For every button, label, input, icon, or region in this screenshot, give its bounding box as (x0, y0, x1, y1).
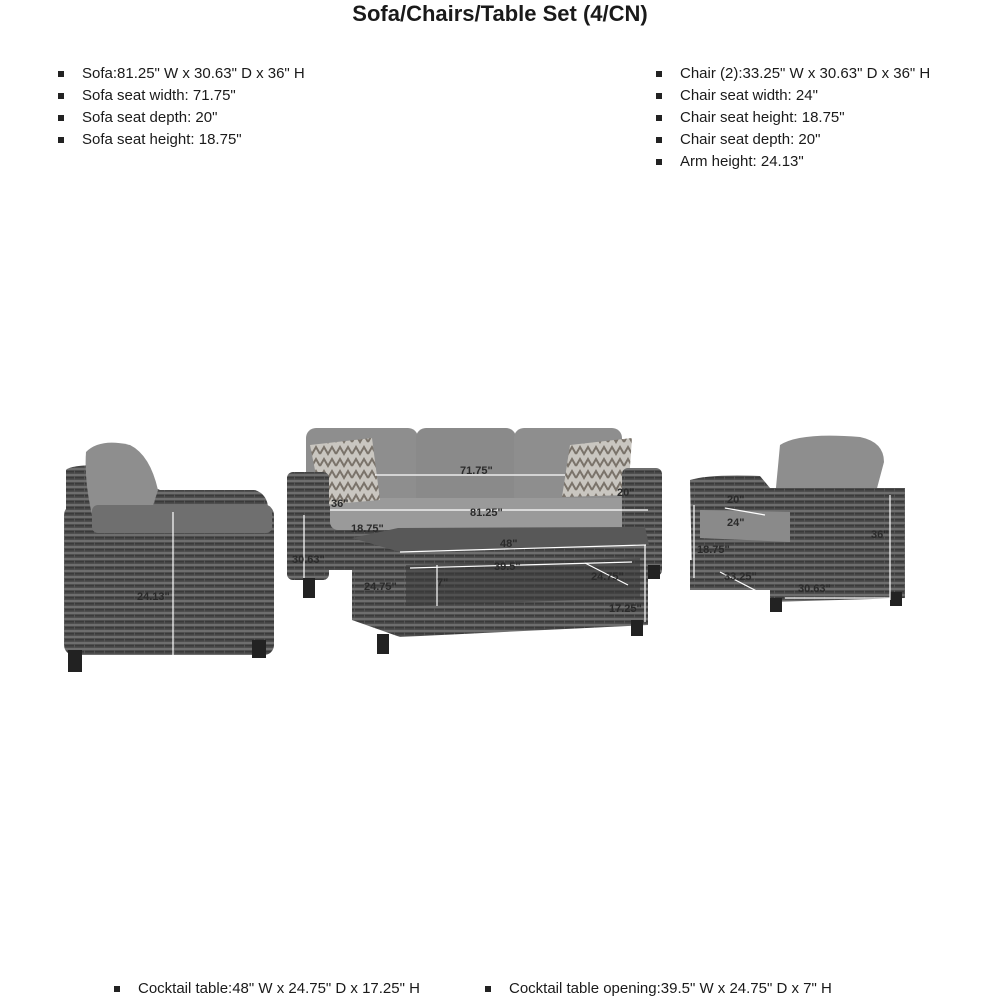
dim-left-chair-arm-height: 24.13" (137, 591, 170, 603)
sofa-spec-item: Sofa seat height: 18.75" (56, 129, 305, 151)
dim-table-depth-right: 24.75" (591, 571, 624, 583)
cocktail-table-spec: Cocktail table:48" W x 24.75" D x 17.25" H (112, 978, 420, 1000)
chair-spec-item: Arm height: 24.13" (654, 151, 930, 173)
dim-table-opening-width: 39.5" (494, 561, 521, 573)
dim-table-width: 48" (500, 538, 518, 550)
dim-table-height: 17.25" (609, 603, 642, 615)
sofa-spec-item: Sofa seat depth: 20" (56, 107, 305, 129)
dim-table-depth-left: 24.75" (364, 581, 397, 593)
dim-sofa-depth: 30.63" (292, 554, 325, 566)
dim-chair-height: 36" (871, 529, 889, 541)
chair-spec-item: Chair (2):33.25" W x 30.63" D x 36" H (654, 63, 930, 85)
dim-chair-width: 33.25" (724, 571, 757, 583)
dim-sofa-height: 36" (331, 498, 349, 510)
dim-chair-depth: 30.63" (798, 583, 831, 595)
chair-spec-item: Chair seat width: 24" (654, 85, 930, 107)
chair-spec-item: Chair seat depth: 20" (654, 129, 930, 151)
chair-spec-item: Chair seat height: 18.75" (654, 107, 930, 129)
dim-chair-seat-width: 24" (727, 517, 745, 529)
dim-chair-seat-depth: 20" (727, 494, 745, 506)
dim-sofa-seat-depth: 20" (617, 487, 635, 499)
left-chair (64, 443, 274, 672)
sofa-spec-item: Sofa seat width: 71.75" (56, 85, 305, 107)
page-title: Sofa/Chairs/Table Set (4/CN) (352, 1, 648, 26)
dim-sofa-seat-height: 18.75" (351, 523, 384, 535)
sofa-spec-item: Sofa:81.25" W x 30.63" D x 36" H (56, 63, 305, 85)
cocktail-table-opening-spec: Cocktail table opening:39.5" W x 24.75" D x 7" H (483, 978, 832, 1000)
dim-sofa-seat-width: 71.75" (460, 465, 493, 477)
dim-sofa-width: 81.25" (470, 507, 503, 519)
dim-table-opening-height: 7" (437, 577, 449, 589)
dim-chair-seat-height: 18.75" (697, 544, 730, 556)
